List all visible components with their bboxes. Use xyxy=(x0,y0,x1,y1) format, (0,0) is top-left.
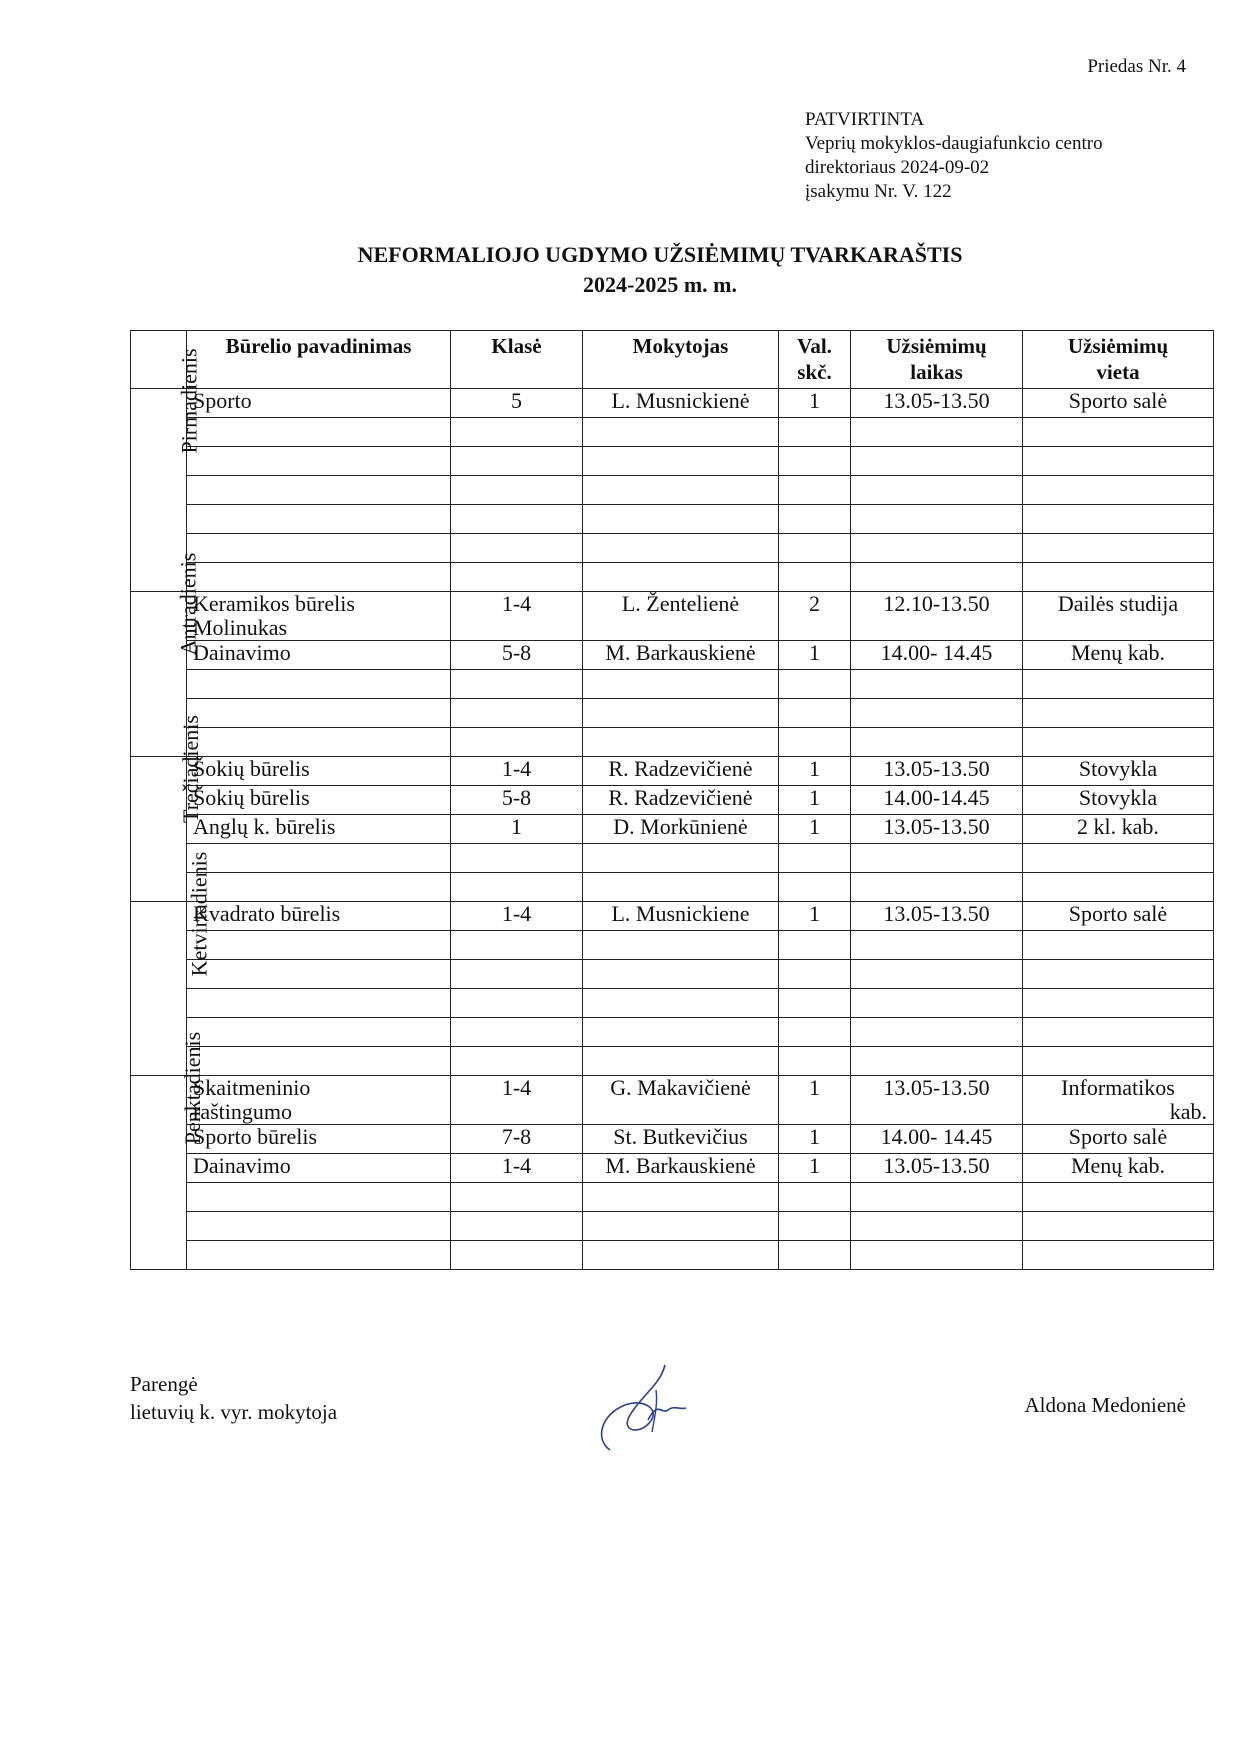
table-row: Dainavimo 5-8 M. Barkauskienė 1 14.00- 14.45 Menų kab. xyxy=(131,641,1214,670)
table-row xyxy=(131,1212,1214,1241)
table-row xyxy=(131,728,1214,757)
table-row xyxy=(131,960,1214,989)
header-hours: Val. skč. xyxy=(779,331,851,389)
table-row xyxy=(131,670,1214,699)
header-teacher: Mokytojas xyxy=(583,331,779,389)
table-row xyxy=(131,534,1214,563)
table-row xyxy=(131,1018,1214,1047)
day-label-monday: Pirmadienis xyxy=(131,389,187,592)
table-row xyxy=(131,699,1214,728)
table-row xyxy=(131,844,1214,873)
day-label-tuesday: Antradienis xyxy=(131,592,187,757)
prepared-by xyxy=(130,1370,337,1426)
table-row: Šokių būrelis 5-8 R. Radzevičienė 1 14.00-14.45 Stovykla xyxy=(131,786,1214,815)
header-class: Klasė xyxy=(451,331,583,389)
header-row xyxy=(131,331,1214,389)
document-title xyxy=(0,240,1240,300)
schedule-table xyxy=(130,330,1214,1270)
table-row xyxy=(131,476,1214,505)
table-row xyxy=(131,989,1214,1018)
approval-line: PATVIRTINTA xyxy=(805,109,925,130)
table-row: Sporto būrelis 7-8 St. Butkevičius 1 14.00- 14.45 Sporto salė xyxy=(131,1125,1214,1154)
table-row: Anglų k. būrelis 1 D. Morkūnienė 1 13.05-13.50 2 kl. kab. xyxy=(131,815,1214,844)
header-time: Užsiėmimų laikas xyxy=(851,331,1023,389)
person-name: Aldona Medonienė xyxy=(1024,1393,1186,1417)
table-row xyxy=(131,447,1214,476)
header-place: Užsiėmimų vieta xyxy=(1023,331,1214,389)
prepared-label: Parengė xyxy=(130,1372,198,1396)
title-year: 2024-2025 m. m. xyxy=(583,272,737,297)
prepared-position: lietuvių k. vyr. mokytoja xyxy=(130,1400,338,1424)
header-name: Būrelio pavadinimas xyxy=(187,331,451,389)
title-main: NEFORMALIOJO UGDYMO UŽSIĖMIMŲ TVARKARAŠTIS xyxy=(357,242,963,267)
table-row xyxy=(131,505,1214,534)
approval-line: Veprių mokyklos-daugiafunkcio centro xyxy=(805,133,1103,154)
approval-block xyxy=(805,108,1103,204)
table-row: Pirmadienis Sporto 5 L. Musnickienė 1 13.05-13.50 Sporto salė xyxy=(131,389,1214,418)
day-label-friday: Penktadienis xyxy=(131,1076,187,1270)
table-row xyxy=(131,931,1214,960)
day-label-thursday: Ketvirtadienis xyxy=(131,902,187,1076)
table-row: Antradienis Keramikos būrelis Molinukas 1-4 L. Žentelienė 2 12.10-13.50 Dailės studija xyxy=(131,592,1214,641)
table-row xyxy=(131,873,1214,902)
table-row xyxy=(131,1241,1214,1270)
table-row xyxy=(131,563,1214,592)
day-label-wednesday: Trečiadienis xyxy=(131,757,187,902)
table-row xyxy=(131,1183,1214,1212)
table-row xyxy=(131,1047,1214,1076)
approval-line: direktoriaus 2024-09-02 xyxy=(805,157,990,178)
signature-image xyxy=(590,1360,710,1460)
table-row: Penktadienis Skaitmeninio raštingumo 1-4 G. Makavičienė 1 13.05-13.50 Informatikos kab. xyxy=(131,1076,1214,1125)
table-row: Trečiadienis Šokių būrelis 1-4 R. Radzevičienė 1 13.05-13.50 Stovykla xyxy=(131,757,1214,786)
annex-number: Priedas Nr. 4 xyxy=(1087,56,1186,77)
table-row xyxy=(131,418,1214,447)
table-row: Ketvirtadienis Kvadrato būrelis 1-4 L. Musnickiene 1 13.05-13.50 Sporto salė xyxy=(131,902,1214,931)
table-row: Dainavimo 1-4 M. Barkauskienė 1 13.05-13.50 Menų kab. xyxy=(131,1154,1214,1183)
approval-line: įsakymu Nr. V. 122 xyxy=(805,181,952,202)
